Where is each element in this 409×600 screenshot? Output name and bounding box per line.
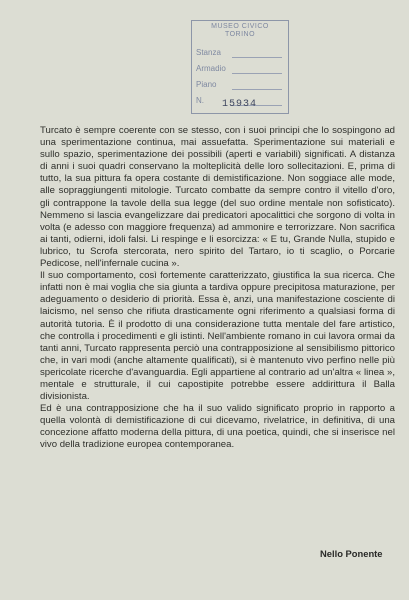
paragraph-3: Ed è una contrapposizione che ha il suo valido significato proprio in rapporto a quella volontà di demistificazione di cui dicevamo, rivelatrice, in definitiva, di una concezione affatto moderna della pittura, di una poetica, quindi, che si inserisce nel vivo della tradizione europea contemporanea. — [40, 403, 395, 451]
essay-text — [40, 125, 395, 452]
stamp-header — [192, 23, 288, 39]
stamp-field-piano: Piano — [196, 79, 284, 91]
stamp-inventory-number: 15934 — [222, 99, 258, 110]
stamp-field-armadio: Armadio — [196, 63, 284, 75]
museum-inventory-stamp — [191, 20, 289, 114]
stamp-field-n: N. — [196, 95, 284, 107]
stamp-header-museum: MUSEO CIVICO — [211, 23, 269, 30]
paragraph-1: Turcato è sempre coerente con se stesso, con i suoi principi che lo sospingono ad una sperimentazione continua, mai assuefatta. Sperimentazione sui materiali e sullo spazio, sperimentazione dei possibili (aperti e variabili) significati. A distanza di anni i suoi quadri conservano la molteplicità delle loro sollecitazioni. E, prima di tutto, la sua pittura fa opera costante di demistificazione. Non soggiace alle mode, alle sopraggiungenti mitologie. Turcato combatte da sempre contro il vitello d'oro, gli contrappone la tavole della sua legge (del suo ordine mentale non sofisticato). Nemmeno si lascia evangelizzare dai predicatori apocalittici che sorgono di volta in volta (e adesso con maggiore frequenza) ad ammonire e terrorizzare. Non sacrifica ai tanti, odierni, idoli falsi. Li respinge e li esorcizza: « E tu, Grande Nulla, stupido e lubrico, tu Scrofa stercorata, nero spirito del Tartaro, io ti scaglio, o Porcarie Pedicose, nell'infernale cucina ». — [40, 125, 395, 270]
paragraph-2: Il suo comportamento, così fortemente caratterizzato, giustifica la sua ricerca. Che infatti non è mai voglia che sia giunta a tardiva oppure precipitosa maturazione, per adeguamento o desiderio di priorità. Essa è, anzi, una manifestazione cosciente di laicismo, nel senso che rifiuta drasticamente ogni riferimento a qualsiasi forma di autorità tutoria. È il prodotto di una considerazione tutta mentale del fare artistico, che controlla i procedimenti e gli istinti. Nell'ambiente romano in cui lavora ormai da tanti anni, Turcato rappresenta perciò una contrapposizione al sensibilismo pittorico che, in vari modi (anche altamente qualificati), si è mantenuto vivo perfino nelle più spericolate ricerche d'avanguardia. Egli appartiene al contrario ad un'altra « linea », mentale e strutturale, il cui capostipite potrebbe essere addirittura il Balla divisionista. — [40, 270, 395, 403]
stamp-field-stanza: Stanza — [196, 47, 284, 59]
stamp-header-city: TORINO — [224, 31, 256, 38]
author-signature: Nello Ponente — [320, 548, 383, 559]
